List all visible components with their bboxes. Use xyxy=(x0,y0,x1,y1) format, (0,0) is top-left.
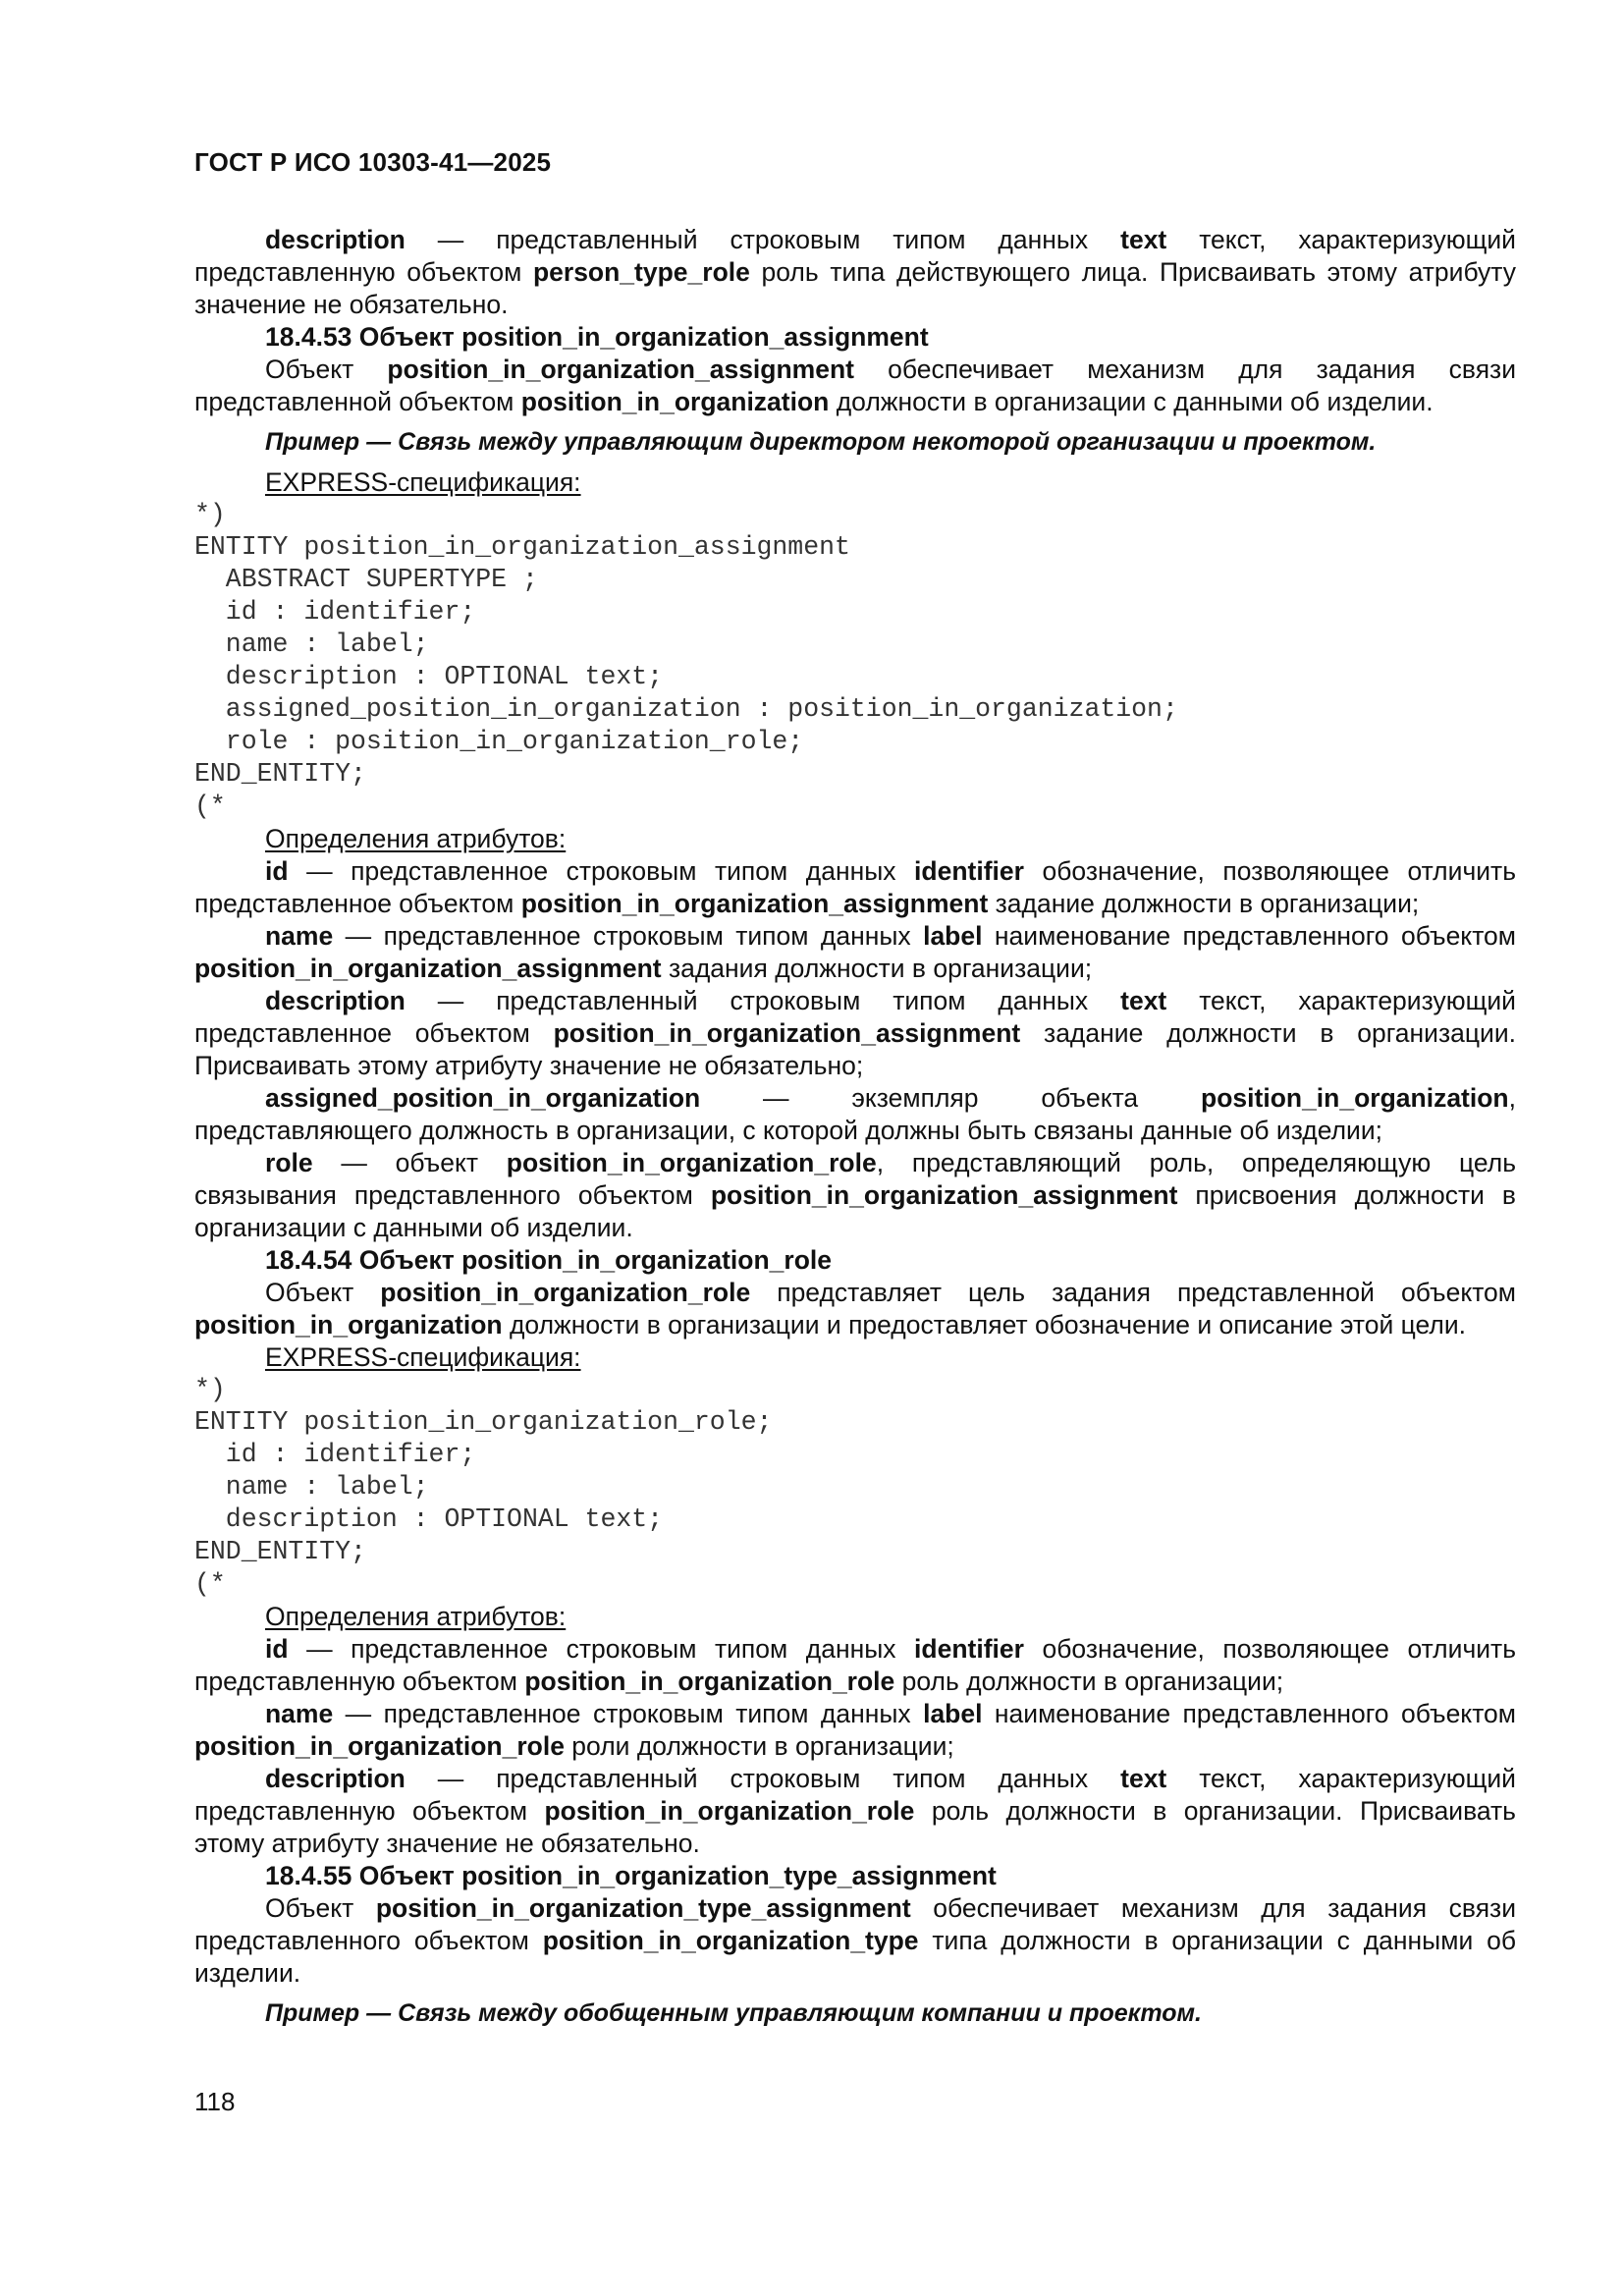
express-spec-label: EXPRESS-спецификация: xyxy=(265,467,581,497)
attribute-definition-description: description — представленный строковым типом данных text текст, характеризующий представленную объектом position_in_organization_role роль должности в организации. Присваивать этому атрибуту значение не обязательно. xyxy=(194,1764,1516,1858)
section-intro: Объект position_in_organization_assignment обеспечивает механизм для задания связи представленной объектом position_in_organization должности в организации с данными об изделии. xyxy=(194,355,1516,416)
express-spec-label: EXPRESS-спецификация: xyxy=(265,1342,581,1372)
express-code-line: name : label; xyxy=(194,629,429,659)
attribute-definition-description: description — представленный строковым типом данных text текст, характеризующий представленную объектом person_type_role роль типа действующего лица. Присваивать этому атрибуту значение не обязательно. xyxy=(194,225,1516,319)
express-code-line: id : identifier; xyxy=(194,597,476,627)
express-code-line: description : OPTIONAL text; xyxy=(194,1504,664,1534)
attribute-definition-name: name — представленное строковым типом данных label наименование представленного объектом position_in_organization_assignment задания должности в организации; xyxy=(194,921,1516,983)
express-code-line: id : identifier; xyxy=(194,1440,476,1469)
express-code-line: *) xyxy=(194,500,226,529)
attribute-definition-description: description — представленный строковым типом данных text текст, характеризующий представленное объектом position_in_organization_assignment задание должности в организации. Присваивать этому атрибуту значение не обязательно; xyxy=(194,986,1516,1080)
document-body xyxy=(194,224,1516,2030)
express-code-line: description : OPTIONAL text; xyxy=(194,662,664,691)
attribute-definition-id: id — представленное строковым типом данных identifier обозначение, позволяющее отличить представленную объектом position_in_organization_role роль должности в организации; xyxy=(194,1634,1516,1696)
section-heading-18-4-55: 18.4.55 Объект position_in_organization_type_assignment xyxy=(265,1861,997,1890)
page-number: 118 xyxy=(194,2087,236,2116)
express-code-line: ENTITY position_in_organization_role; xyxy=(194,1407,773,1437)
section-intro: Объект position_in_organization_role представляет цель задания представленной объектом position_in_organization должности в организации и предоставляет обозначение и описание этой цели. xyxy=(194,1278,1517,1339)
express-code-line: END_ENTITY; xyxy=(194,1537,366,1566)
example-note: Пример — Связь между обобщенным управляющим компании и проектом. xyxy=(265,1999,1202,2027)
express-code-line: name : label; xyxy=(194,1472,429,1502)
express-code-line: role : position_in_organization_role; xyxy=(194,727,804,756)
express-code-line: ENTITY position_in_organization_assignment xyxy=(194,532,850,562)
express-code-line: (* xyxy=(194,792,226,821)
express-code-line: END_ENTITY; xyxy=(194,759,366,789)
attribute-definition-role: role — объект position_in_organization_role, представляющий роль, определяющую цель связывания представленного объектом position_in_organization_assignment присвоения должности в организации с данными об изделии. xyxy=(194,1148,1516,1242)
document-header: ГОСТ Р ИСО 10303-41—2025 xyxy=(194,147,552,177)
attribute-definition-assigned-position: assigned_position_in_organization — экземпляр объекта position_in_organization, представляющего должность в организации, с которой должны быть связаны данные об изделии; xyxy=(194,1083,1516,1145)
attribute-definition-name: name — представленное строковым типом данных label наименование представленного объектом position_in_organization_role роли должности в организации; xyxy=(194,1699,1516,1761)
attribute-definitions-label: Определения атрибутов: xyxy=(265,1602,567,1631)
express-code-line: (* xyxy=(194,1569,226,1599)
attribute-definition-id: id — представленное строковым типом данных identifier обозначение, позволяющее отличить представленное объектом position_in_organization_assignment задание должности в организации; xyxy=(194,856,1516,918)
attribute-definitions-label: Определения атрибутов: xyxy=(265,824,567,853)
example-note: Пример — Связь между управляющим директором некоторой организации и проектом. xyxy=(265,428,1377,456)
express-code-line: ABSTRACT SUPERTYPE ; xyxy=(194,565,538,594)
section-heading-18-4-53: 18.4.53 Объект position_in_organization_assignment xyxy=(265,322,929,352)
express-code-line: assigned_position_in_organization : position_in_organization; xyxy=(194,694,1178,724)
express-code-line: *) xyxy=(194,1375,226,1404)
section-heading-18-4-54: 18.4.54 Объект position_in_organization_role xyxy=(265,1245,832,1275)
section-intro: Объект position_in_organization_type_assignment обеспечивает механизм для задания связи представленного объектом position_in_organization_type типа должности в организации с данными об изделии. xyxy=(194,1893,1517,1988)
